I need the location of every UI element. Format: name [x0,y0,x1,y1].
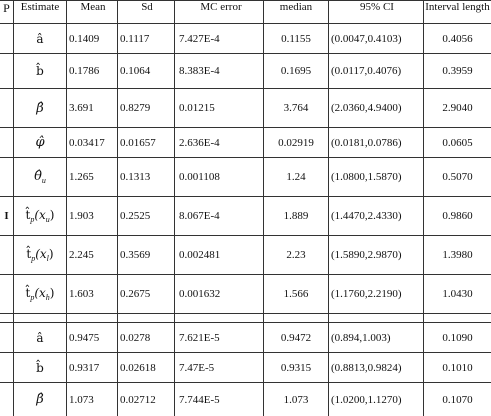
table-row [0,197,491,236]
header-mean: Mean [67,1,118,24]
estimate-close-paren: ) [49,247,54,261]
group-label-cell [0,54,14,89]
ci-cell: (0.8813,0.9824) [329,353,424,383]
separator-cell [329,314,424,323]
median-cell: 1.24 [264,158,329,197]
ci-cell: (1.0200,1.1270) [329,383,424,416]
ci-cell: (0.0181,0.0786) [329,128,424,158]
mean-cell: 1.603 [67,275,118,314]
median-cell: 1.566 [264,275,329,314]
table-body [0,24,491,416]
mean-cell: 1.073 [67,383,118,416]
table-row [0,24,491,54]
group-label-cell [0,275,14,314]
sd-cell: 0.1117 [118,24,175,54]
table-row [0,323,491,353]
header-estimate: Estimate [14,1,67,24]
median-cell: 2.23 [264,236,329,275]
table-row [0,158,491,197]
estimate-cell [14,158,67,197]
estimate-subscript: p [30,215,34,224]
estimate-symbol: b̂ [36,64,44,78]
median-cell: 3.764 [264,89,329,128]
header-mc-error: MC error [175,1,264,24]
separator-cell [424,314,491,323]
interval-length-cell: 0.1090 [424,323,491,353]
estimate-argument-subscript: l [47,254,49,263]
table-row [0,54,491,89]
mc-error-cell: 7.621E-5 [175,323,264,353]
header-ci: 95% CI [329,1,424,24]
group-label-cell [0,24,14,54]
mc-error-cell: 7.47E-5 [175,353,264,383]
table-row [0,353,491,383]
sd-cell: 0.1313 [118,158,175,197]
interval-length-cell: 0.4056 [424,24,491,54]
estimate-subscript: p [30,293,34,302]
ci-cell: (2.0360,4.9400) [329,89,424,128]
estimate-subscript: p [31,254,35,263]
estimate-cell [14,323,67,353]
estimate-symbol: t̂ [26,286,31,300]
ci-cell: (0.0047,0.4103) [329,24,424,54]
mc-error-cell: 0.01215 [175,89,264,128]
header-interval-length: Interval length [424,1,491,24]
interval-length-cell: 0.1070 [424,383,491,416]
mean-cell: 0.9317 [67,353,118,383]
estimate-argument: (x [34,208,45,222]
ci-cell: (1.0800,1.5870) [329,158,424,197]
estimate-argument: (x [34,286,45,300]
estimate-symbol: t̂ [26,247,31,261]
sd-cell: 0.0278 [118,323,175,353]
estimate-symbol: t̂ [26,208,31,222]
mean-cell: 1.903 [67,197,118,236]
sd-cell: 0.3569 [118,236,175,275]
table-row [0,128,491,158]
interval-length-cell: 0.0605 [424,128,491,158]
estimate-argument-subscript: u [46,215,50,224]
estimate-argument: (x [35,247,46,261]
group-label-cell [0,236,14,275]
mc-error-cell: 0.001632 [175,275,264,314]
mean-cell: 0.03417 [67,128,118,158]
mc-error-cell: 0.002481 [175,236,264,275]
estimate-cell [14,275,67,314]
estimate-cell [14,24,67,54]
estimate-cell [14,197,67,236]
table-row [0,275,491,314]
ci-cell: (0.894,1.003) [329,323,424,353]
group-label-cell [0,323,14,353]
estimate-cell [14,353,67,383]
sd-cell: 0.1064 [118,54,175,89]
ci-cell: (1.5890,2.9870) [329,236,424,275]
median-cell: 0.9315 [264,353,329,383]
estimate-symbol: θ̂ [34,169,42,184]
median-cell: 1.889 [264,197,329,236]
median-cell: 0.1695 [264,54,329,89]
separator-cell [118,314,175,323]
estimate-symbol: â [36,331,43,345]
mean-cell: 0.1409 [67,24,118,54]
ci-cell: (1.4470,2.4330) [329,197,424,236]
header-p: P [0,1,14,24]
sd-cell: 0.8279 [118,89,175,128]
mean-cell: 3.691 [67,89,118,128]
estimate-subscript: u [42,176,46,185]
estimate-close-paren: ) [50,286,55,300]
interval-length-cell: 0.5070 [424,158,491,197]
estimate-symbol: â [36,32,43,46]
separator-cell [264,314,329,323]
separator-cell [14,314,67,323]
estimate-symbol: φ̂ [35,135,44,150]
separator-cell [0,314,14,323]
header-median: median [264,1,329,24]
mc-error-cell: 8.383E-4 [175,54,264,89]
interval-length-cell: 1.0430 [424,275,491,314]
mc-error-cell: 0.001108 [175,158,264,197]
group-label-cell [0,197,14,236]
median-cell: 0.1155 [264,24,329,54]
interval-length-cell: 1.3980 [424,236,491,275]
ci-cell: (1.1760,2.2190) [329,275,424,314]
estimate-argument-subscript: h [46,293,50,302]
median-cell: 0.9472 [264,323,329,353]
group-label-cell [0,353,14,383]
mc-error-cell: 7.744E-5 [175,383,264,416]
group-separator [0,314,491,323]
group-label-cell [0,158,14,197]
sd-cell: 0.2675 [118,275,175,314]
ci-cell: (0.0117,0.4076) [329,54,424,89]
sd-cell: 0.2525 [118,197,175,236]
estimate-cell [14,236,67,275]
mean-cell: 0.9475 [67,323,118,353]
header-sd: Sd [118,1,175,24]
estimate-symbol: b̂ [36,361,44,375]
estimate-close-paren: ) [50,208,55,222]
table-row [0,383,491,416]
interval-length-cell: 0.1010 [424,353,491,383]
interval-length-cell: 0.9860 [424,197,491,236]
sd-cell: 0.02618 [118,353,175,383]
estimate-symbol: β̂ [36,101,44,116]
group-label-cell [0,128,14,158]
interval-length-cell: 0.3959 [424,54,491,89]
separator-cell [175,314,264,323]
table-row [0,236,491,275]
estimate-cell [14,383,67,416]
separator-cell [67,314,118,323]
mean-cell: 0.1786 [67,54,118,89]
sd-cell: 0.01657 [118,128,175,158]
mean-cell: 2.245 [67,236,118,275]
mc-error-cell: 8.067E-4 [175,197,264,236]
median-cell: 0.02919 [264,128,329,158]
mc-error-cell: 2.636E-4 [175,128,264,158]
table-row [0,89,491,128]
group-label-cell [0,89,14,128]
estimate-symbol: β̂ [36,392,44,407]
mc-error-cell: 7.427E-4 [175,24,264,54]
sd-cell: 0.02712 [118,383,175,416]
estimate-cell [14,54,67,89]
group-label: I [4,210,8,222]
estimate-cell [14,89,67,128]
median-cell: 1.073 [264,383,329,416]
interval-length-cell: 2.9040 [424,89,491,128]
mean-cell: 1.265 [67,158,118,197]
estimate-cell [14,128,67,158]
group-label-cell [0,383,14,416]
header-row [0,1,491,24]
